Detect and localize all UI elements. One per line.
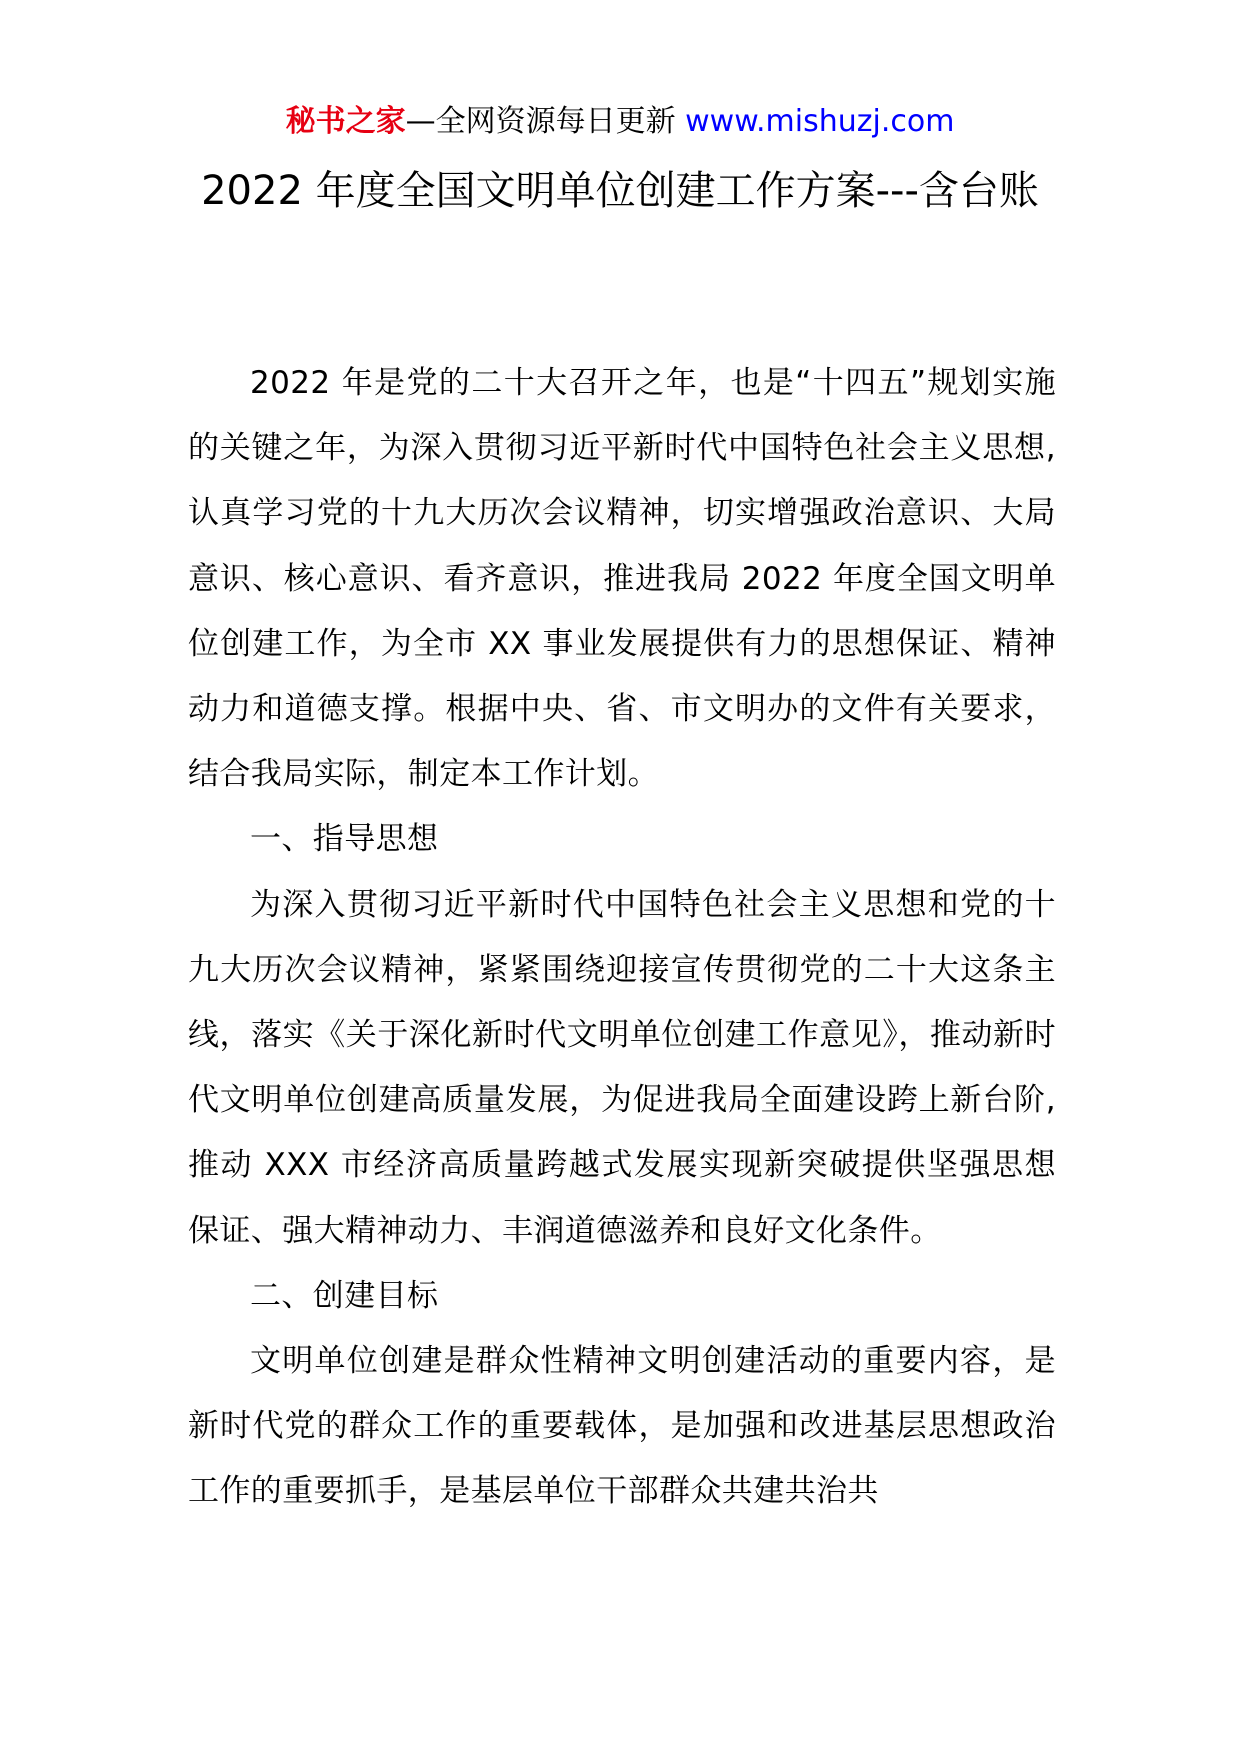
section-heading-creation-goals: 二、创建目标 (250, 1277, 439, 1314)
site-brand: 秘书之家 (285, 104, 406, 139)
site-header (0, 102, 1240, 142)
intro-paragraph: 2022 年是党的二十大召开之年，也是“十四五”规划实施的关键之年，为深入贯彻习近平新时代中国特色社会主义思想,认真学习党的十九大历次会议精神，切实增强政治意识、大局意识、核心意识、看齐意识，推进我局 2022 年度全国文明单位创建工作，为全市 XX 事业发展提供有力的思想保证、精神动力和道德支撑。根据中央、省、市文明办的文件有关要求，结合我局实际，制定本工作计划。 (188, 365, 1056, 793)
document-title: 2022 年度全国文明单位创建工作方案---含台账 (201, 168, 1039, 214)
creation-goals-paragraph: 文明单位创建是群众性精神文明创建活动的重要内容，是新时代党的群众工作的重要载体，是加强和改进基层思想政治工作的重要抓手，是基层单位干部群众共建共治共 (188, 1343, 1056, 1510)
site-url-link[interactable]: www.mishuzj.com (685, 104, 955, 139)
document-body (188, 351, 1056, 1525)
site-slogan: —全网资源每日更新 (405, 104, 686, 139)
guiding-ideology-paragraph: 为深入贯彻习近平新时代中国特色社会主义思想和党的十九大历次会议精神，紧紧围绕迎接宣传贯彻党的二十大这条主线，落实《关于深化新时代文明单位创建工作意见》，推动新时代文明单位创建高质量发展，为促进我局全面建设跨上新台阶,推动 XXX 市经济高质量跨越式发展实现新突破提供坚强思想保证、强大精神动力、丰润道德滋养和良好文化条件。 (188, 886, 1056, 1249)
section-heading-guiding-ideology: 一、指导思想 (250, 821, 439, 858)
